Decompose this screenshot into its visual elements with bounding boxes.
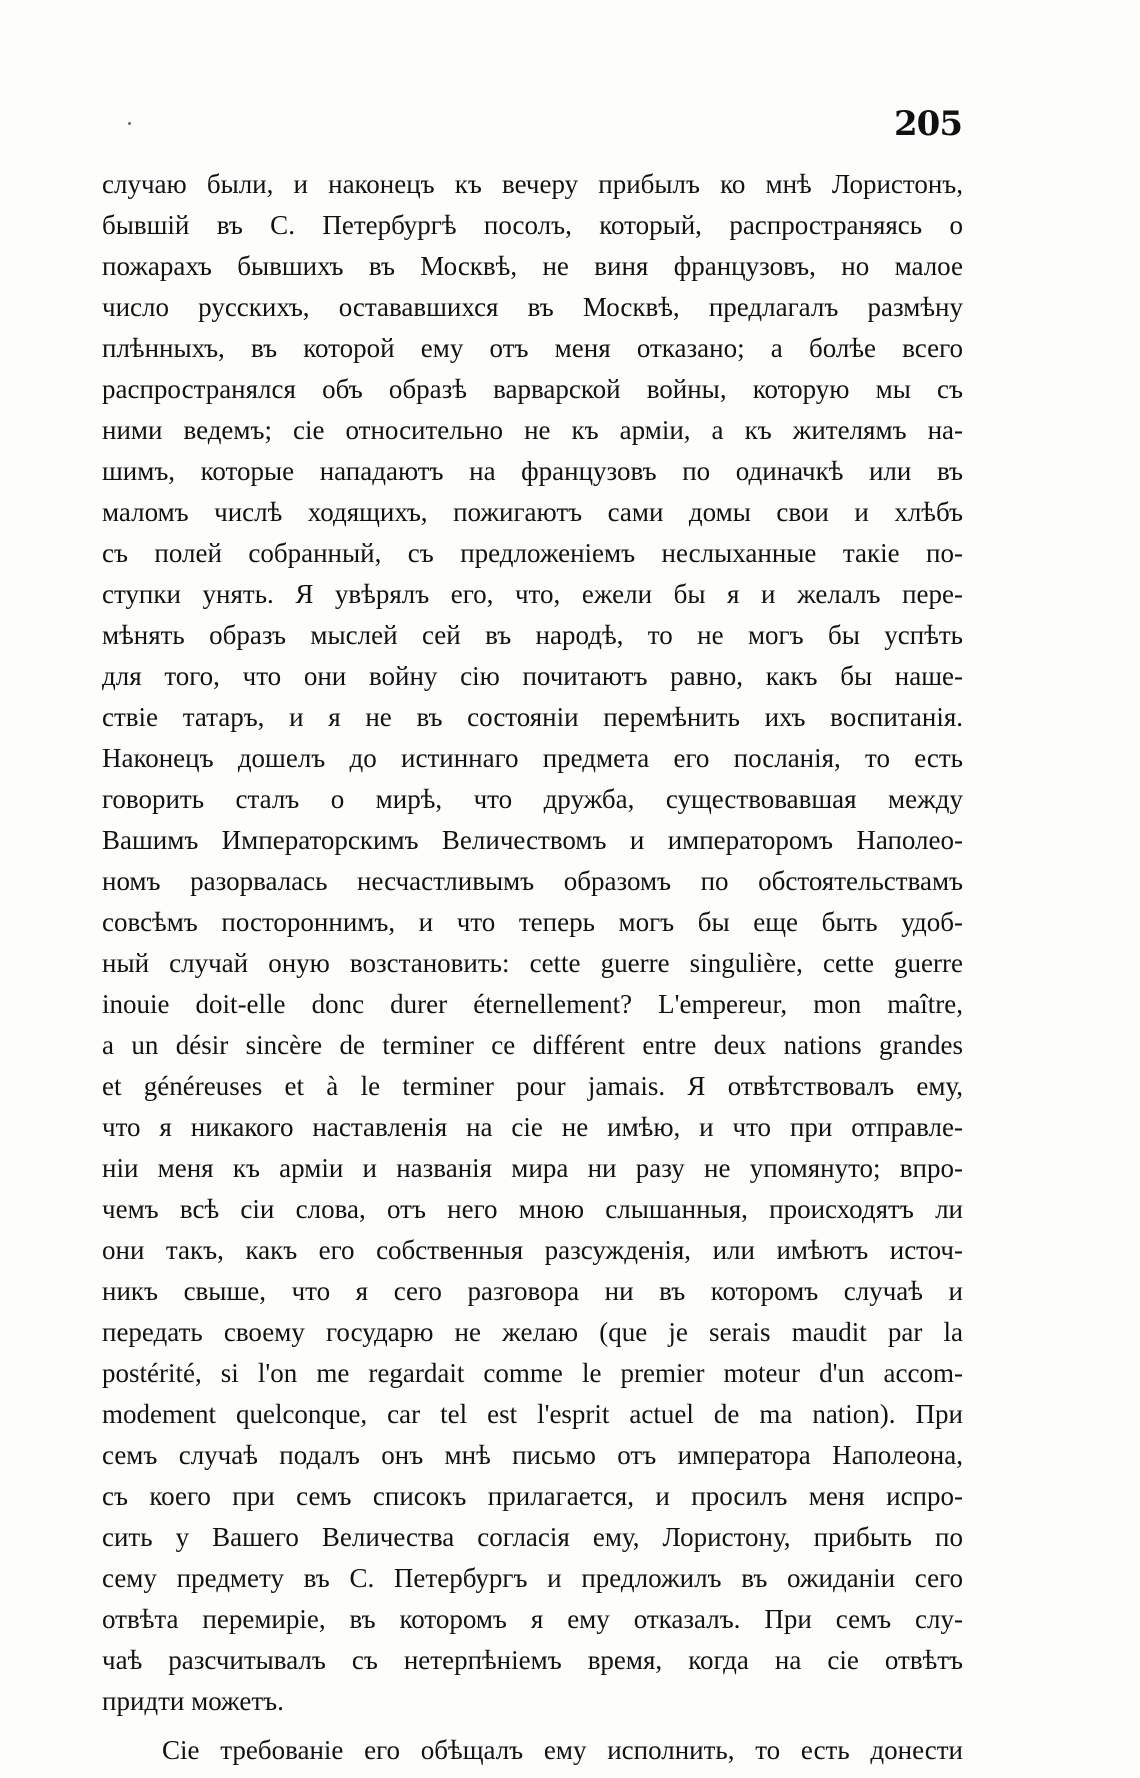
text-line: ніи меня къ арміи и названія мира ни разу не упомянуто; впро- [102,1153,963,1183]
text-line: для того, что они войну сію почитаютъ равно, какъ бы наше- [102,661,963,691]
text-line: Вашимъ Императорскимъ Величествомъ и императоромъ Наполео- [102,825,963,855]
text-line: бывшій въ С. Петербургѣ посолъ, который, распространяясь о [102,210,963,240]
text-line: номъ разорвалась несчастливымъ образомъ по обстоятельствамъ [102,866,963,896]
text-line: шимъ, которые нападаютъ на французовъ по одиначкѣ или въ [102,456,963,486]
text-line: маломъ числѣ ходящихъ, пожигаютъ сами домы свои и хлѣбъ [102,497,963,527]
text-line: говорить сталъ о мирѣ, что дружба, существовавшая между [102,784,963,814]
page-number: 205 [894,104,962,144]
text-line: распространялся объ образѣ варварской войны, которую мы съ [102,374,963,404]
text-line: съ полей собранный, съ предложеніемъ неслыханные такіе по- [102,538,963,568]
text-line: случаю были, и наконецъ къ вечеру прибылъ ко мнѣ Лористонъ, [102,169,963,199]
text-line: сему предмету въ С. Петербургъ и предложилъ въ ожиданіи сего [102,1563,963,1593]
text-line: et généreuses et à le terminer pour jamais. Я отвѣтствовалъ ему, [102,1071,963,1101]
text-line: пожарахъ бывшихъ въ Москвѣ, не виня французовъ, но малое [102,251,963,281]
text-line: никъ свыше, что я сего разговора ни въ которомъ случаѣ и [102,1276,963,1306]
scan-speck [128,122,131,125]
text-line: ступки унять. Я увѣрялъ его, что, ежели бы я и желалъ пере- [102,579,963,609]
text-line: ствіе татаръ, и я не въ состояніи перемѣнить ихъ воспитанія. [102,702,963,732]
text-line: a un désir sincère de terminer ce différent entre deux nations grandes [102,1030,963,1060]
text-line: Наконецъ дошелъ до истиннаго предмета его посланія, то есть [102,743,963,773]
text-line: число русскихъ, остававшихся въ Москвѣ, предлагалъ размѣну [102,292,963,322]
text-line: ними ведемъ; сіе относительно не къ арміи, а къ жителямъ на- [102,415,963,445]
text-line: inouie doit-elle donc durer éternellement? L'empereur, mon maître, [102,989,963,1019]
text-line: они такъ, какъ его собственныя разсужденія, или имѣютъ источ- [102,1235,963,1265]
text-line: чаѣ разсчитывалъ съ нетерпѣніемъ время, когда на сіе отвѣтъ [102,1645,963,1675]
text-line: что я никакого наставленія на сіе не имѣю, и что при отправле- [102,1112,963,1142]
body-text [102,164,963,1771]
text-line: совсѣмъ постороннимъ, и что теперь могъ бы еще быть удоб- [102,907,963,937]
text-line: сить у Вашего Величества согласія ему, Лористону, прибыть по [102,1522,963,1552]
text-line: плѣнныхъ, въ которой ему отъ меня отказано; а болѣе всего [102,333,963,363]
text-line: мѣнять образъ мыслей сей въ народѣ, то не могъ бы успѣть [102,620,963,650]
text-line: modement quelconque, car tel est l'esprit actuel de ma nation). При [102,1399,963,1429]
text-line: postérité, si l'on me regardait comme le premier moteur d'un accom- [102,1358,963,1388]
text-line: семъ случаѣ подалъ онъ мнѣ письмо отъ императора Наполеона, [102,1440,963,1470]
text-line: отвѣта перемиріе, въ которомъ я ему отказалъ. При семъ слу- [102,1604,963,1634]
text-line: чемъ всѣ сіи слова, отъ него мною слышанныя, происходятъ ли [102,1194,963,1224]
text-line-new-paragraph: Сіе требованіе его обѣщалъ ему исполнить, то есть донести [162,1735,963,1765]
text-line-paragraph-end: придти можетъ. [102,1686,284,1716]
text-line: передать своему государю не желаю (que je serais maudit par la [102,1317,963,1347]
text-line: ный случай оную возстановить: cette guerre singulière, cette guerre [102,948,963,978]
text-line: съ коего при семъ списокъ прилагается, и просилъ меня испро- [102,1481,963,1511]
